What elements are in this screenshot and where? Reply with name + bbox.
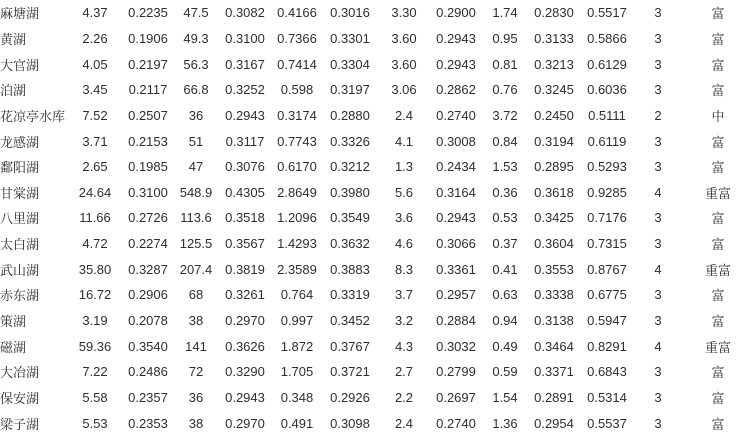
value-cell: 0.2434 (436, 159, 476, 175)
value-cell: 1.36 (492, 415, 518, 431)
value-cell: 125.5 (179, 236, 213, 252)
value-cell: 4.37 (82, 5, 108, 21)
lake-name-cell: 梁子湖 (0, 416, 40, 432)
value-cell: 5.6 (394, 184, 414, 200)
value-cell: 0.3452 (330, 313, 370, 328)
lake-name-cell: 八里湖 (0, 211, 40, 227)
value-cell: 0.36 (492, 184, 518, 200)
value-cell: 3.60 (391, 56, 417, 72)
value-cell: 3 (654, 56, 662, 72)
value-cell: 0.3980 (330, 184, 370, 200)
value-cell: 0.2954 (534, 415, 574, 431)
value-cell: 4 (654, 184, 662, 200)
value-cell: 0.7315 (587, 236, 627, 252)
value-cell: 66.8 (183, 82, 209, 98)
value-cell: 0.3326 (330, 133, 370, 149)
value-cell: 0.2880 (330, 107, 370, 123)
value-cell: 0.997 (280, 313, 314, 328)
value-cell: 0.3464 (534, 338, 574, 354)
value-cell: 0.84 (492, 133, 518, 149)
table-row (0, 154, 754, 180)
value-cell: 0.2957 (436, 287, 476, 303)
value-cell: 0.3767 (330, 338, 370, 354)
lake-name-cell: 黄湖 (0, 31, 27, 47)
value-cell: 3 (654, 313, 662, 328)
value-cell: 3.06 (391, 82, 417, 98)
value-cell: 0.3361 (436, 261, 476, 277)
table-row (0, 103, 754, 129)
grade-cell: 富 (711, 237, 725, 253)
value-cell: 0.5293 (587, 159, 627, 175)
table-row (0, 231, 754, 257)
value-cell: 0.3549 (330, 210, 370, 226)
grade-cell: 中 (711, 108, 725, 124)
table-row (0, 359, 754, 385)
value-cell: 0.3133 (534, 30, 574, 46)
table-row (0, 0, 754, 26)
value-cell: 0.2740 (436, 415, 476, 431)
value-cell: 0.6036 (587, 82, 627, 98)
value-cell: 59.36 (78, 338, 112, 354)
value-cell: 0.5314 (587, 389, 627, 405)
value-cell: 0.3245 (534, 82, 574, 98)
value-cell: 4.3 (394, 338, 414, 354)
value-cell: 0.5947 (587, 313, 627, 328)
value-cell: 68 (188, 287, 204, 303)
value-cell: 0.2697 (436, 389, 476, 405)
value-cell: 0.3883 (330, 261, 370, 277)
value-cell: 0.2726 (128, 210, 168, 226)
value-cell: 0.3194 (534, 133, 574, 149)
value-cell: 3 (654, 30, 662, 46)
value-cell: 4.05 (82, 56, 108, 72)
value-cell: 0.2943 (436, 210, 476, 226)
grade-cell: 富 (711, 314, 725, 329)
value-cell: 2.4 (394, 107, 414, 123)
value-cell: 47.5 (183, 5, 209, 21)
grade-cell: 重富 (704, 339, 731, 355)
value-cell: 4 (654, 338, 662, 354)
value-cell: 0.2884 (436, 313, 476, 328)
value-cell: 0.3319 (330, 287, 370, 303)
value-cell: 38 (188, 415, 204, 431)
value-cell: 0.1906 (128, 30, 168, 46)
value-cell: 0.3197 (330, 82, 370, 98)
value-cell: 4.1 (394, 133, 414, 149)
grade-cell: 富 (711, 57, 725, 73)
value-cell: 0.3304 (330, 56, 370, 72)
value-cell: 0.2078 (128, 313, 168, 328)
value-cell: 3 (654, 415, 662, 431)
lake-name-cell: 鄱阳湖 (0, 160, 40, 176)
value-cell: 0.3117 (225, 133, 265, 149)
grade-cell: 富 (711, 390, 725, 406)
value-cell: 0.2799 (436, 364, 476, 380)
value-cell: 0.3100 (128, 184, 168, 200)
value-cell: 3 (654, 5, 662, 21)
lake-name-cell: 大冶湖 (0, 365, 40, 381)
value-cell: 3.60 (391, 30, 417, 46)
value-cell: 36 (188, 107, 204, 123)
value-cell: 0.2197 (128, 56, 168, 72)
value-cell: 0.3618 (534, 184, 574, 200)
value-cell: 47 (188, 159, 204, 175)
value-cell: 0.2740 (436, 107, 476, 123)
value-cell: 0.3082 (225, 5, 265, 21)
lake-name-cell: 保安湖 (0, 390, 40, 406)
value-cell: 0.5866 (587, 30, 627, 46)
value-cell: 4.72 (82, 236, 108, 252)
value-cell: 0.7414 (277, 56, 317, 72)
value-cell: 0.3553 (534, 261, 574, 277)
lake-name-cell: 泊湖 (0, 83, 27, 99)
value-cell: 1.3 (394, 159, 414, 175)
value-cell: 3 (654, 159, 662, 175)
value-cell: 49.3 (183, 30, 209, 46)
value-cell: 3.72 (492, 107, 518, 123)
value-cell: 0.81 (492, 56, 518, 72)
value-cell: 0.3567 (225, 236, 265, 252)
value-cell: 1.872 (280, 338, 314, 354)
value-cell: 1.53 (492, 159, 518, 175)
value-cell: 0.764 (280, 287, 314, 303)
value-cell: 0.3371 (534, 364, 574, 380)
value-cell: 3.71 (82, 133, 108, 149)
table-row (0, 333, 754, 359)
value-cell: 3 (654, 82, 662, 98)
value-cell: 1.2096 (277, 210, 317, 226)
value-cell: 0.3252 (225, 82, 265, 98)
value-cell: 0.3721 (330, 364, 370, 380)
value-cell: 0.2970 (225, 415, 265, 431)
grade-cell: 富 (711, 134, 725, 150)
value-cell: 2.2 (394, 389, 414, 405)
value-cell: 72 (188, 364, 204, 380)
table-row (0, 385, 754, 411)
value-cell: 0.2507 (128, 107, 168, 123)
value-cell: 0.3425 (534, 210, 574, 226)
value-cell: 0.3301 (330, 30, 370, 46)
value-cell: 51 (188, 133, 204, 149)
value-cell: 0.2943 (225, 389, 265, 405)
lake-name-cell: 赤东湖 (0, 288, 40, 304)
value-cell: 0.95 (492, 30, 518, 46)
value-cell: 0.2900 (436, 5, 476, 21)
value-cell: 0.3167 (225, 56, 265, 72)
value-cell: 0.598 (280, 82, 314, 98)
value-cell: 3 (654, 364, 662, 380)
value-cell: 0.3338 (534, 287, 574, 303)
value-cell: 3 (654, 133, 662, 149)
value-cell: 141 (185, 338, 207, 354)
value-cell: 0.6775 (587, 287, 627, 303)
value-cell: 3.6 (394, 210, 414, 226)
value-cell: 56.3 (183, 56, 209, 72)
value-cell: 0.3098 (330, 415, 370, 431)
value-cell: 0.3164 (436, 184, 476, 200)
value-cell: 2 (654, 107, 662, 123)
value-cell: 0.6129 (587, 56, 627, 72)
table-row (0, 179, 754, 205)
grade-cell: 富 (711, 160, 725, 176)
value-cell: 0.4166 (277, 5, 317, 21)
value-cell: 8.3 (394, 261, 414, 277)
value-cell: 0.2353 (128, 415, 168, 431)
lake-name-cell: 武山湖 (0, 262, 40, 278)
value-cell: 7.22 (82, 364, 108, 380)
value-cell: 2.26 (82, 30, 108, 46)
value-cell: 1.705 (280, 364, 314, 380)
value-cell: 0.3032 (436, 338, 476, 354)
value-cell: 0.3008 (436, 133, 476, 149)
value-cell: 0.2450 (534, 107, 574, 123)
lake-name-cell: 甘棠湖 (0, 185, 40, 201)
value-cell: 5.53 (82, 415, 108, 431)
value-cell: 0.7176 (587, 210, 627, 226)
lake-name-cell: 磁湖 (0, 339, 27, 355)
lake-name-cell: 策湖 (0, 314, 27, 329)
table-row (0, 256, 754, 282)
table-row (0, 410, 754, 436)
value-cell: 0.2117 (128, 82, 168, 98)
value-cell: 3 (654, 236, 662, 252)
value-cell: 0.8291 (587, 338, 627, 354)
grade-cell: 重富 (704, 185, 731, 201)
table-row (0, 205, 754, 231)
value-cell: 0.2235 (128, 5, 168, 21)
value-cell: 0.6119 (587, 133, 627, 149)
value-cell: 0.2970 (225, 313, 265, 328)
value-cell: 0.2906 (128, 287, 168, 303)
value-cell: 0.94 (492, 313, 518, 328)
value-cell: 0.59 (492, 364, 518, 380)
value-cell: 113.6 (180, 210, 212, 226)
value-cell: 0.3290 (225, 364, 265, 380)
value-cell: 548.9 (179, 184, 213, 200)
value-cell: 0.2891 (534, 389, 574, 405)
value-cell: 0.6170 (277, 159, 317, 175)
value-cell: 1.4293 (277, 236, 317, 252)
value-cell: 2.8649 (277, 184, 317, 200)
grade-cell: 富 (711, 83, 725, 99)
value-cell: 0.63 (492, 287, 518, 303)
value-cell: 0.6843 (587, 364, 627, 380)
value-cell: 0.3604 (534, 236, 574, 252)
value-cell: 0.5111 (588, 107, 626, 123)
grade-cell: 重富 (704, 262, 731, 278)
value-cell: 5.58 (82, 389, 108, 405)
value-cell: 0.5517 (587, 5, 627, 21)
grade-cell: 富 (711, 6, 725, 22)
value-cell: 38 (188, 313, 204, 328)
value-cell: 11.66 (79, 210, 111, 226)
value-cell: 0.7743 (277, 133, 317, 149)
value-cell: 0.2895 (534, 159, 574, 175)
value-cell: 0.9285 (587, 184, 627, 200)
value-cell: 4 (654, 261, 662, 277)
value-cell: 0.2926 (330, 389, 370, 405)
value-cell: 0.76 (492, 82, 518, 98)
value-cell: 2.65 (82, 159, 108, 175)
value-cell: 0.1985 (128, 159, 168, 175)
value-cell: 2.4 (394, 415, 414, 431)
value-cell: 1.74 (492, 5, 518, 21)
grade-cell: 富 (711, 211, 725, 227)
value-cell: 3 (654, 389, 662, 405)
value-cell: 36 (188, 389, 204, 405)
value-cell: 35.80 (78, 261, 112, 277)
value-cell: 0.3819 (225, 261, 265, 277)
value-cell: 3.2 (394, 313, 414, 328)
value-cell: 0.3212 (330, 159, 370, 175)
value-cell: 0.2943 (225, 107, 265, 123)
value-cell: 0.3138 (534, 313, 574, 328)
value-cell: 0.3287 (128, 261, 168, 277)
value-cell: 0.37 (492, 236, 518, 252)
value-cell: 0.2862 (436, 82, 476, 98)
value-cell: 4.6 (394, 236, 414, 252)
table-row (0, 308, 754, 334)
value-cell: 0.2274 (128, 236, 168, 252)
value-cell: 0.3626 (225, 338, 265, 354)
value-cell: 3.30 (391, 5, 417, 21)
value-cell: 0.5537 (587, 415, 627, 431)
value-cell: 2.3589 (277, 261, 317, 277)
lake-name-cell: 麻塘湖 (0, 6, 40, 22)
value-cell: 0.3540 (128, 338, 168, 354)
value-cell: 0.3066 (436, 236, 476, 252)
value-cell: 3 (654, 210, 662, 226)
value-cell: 3.7 (394, 287, 414, 303)
lake-name-cell: 龙感湖 (0, 134, 40, 150)
value-cell: 0.7366 (277, 30, 317, 46)
value-cell: 0.2486 (128, 364, 168, 380)
value-cell: 0.3174 (277, 107, 317, 123)
lake-name-cell: 太白湖 (0, 237, 40, 253)
value-cell: 16.72 (78, 287, 112, 303)
value-cell: 0.41 (492, 261, 518, 277)
value-cell: 0.348 (280, 389, 314, 405)
table-row (0, 51, 754, 77)
grade-cell: 富 (711, 288, 725, 304)
grade-cell: 富 (711, 365, 725, 381)
value-cell: 2.7 (394, 364, 414, 380)
value-cell: 0.491 (280, 415, 314, 431)
table-row (0, 282, 754, 308)
value-cell: 0.8767 (587, 261, 627, 277)
value-cell: 1.54 (492, 389, 518, 405)
value-cell: 0.3261 (225, 287, 265, 303)
value-cell: 0.2943 (436, 30, 476, 46)
value-cell: 0.3518 (225, 210, 265, 226)
value-cell: 3 (654, 287, 662, 303)
value-cell: 0.2153 (128, 133, 168, 149)
value-cell: 0.3076 (225, 159, 265, 175)
value-cell: 0.3100 (225, 30, 265, 46)
grade-cell: 富 (711, 31, 725, 47)
value-cell: 3.45 (82, 82, 108, 98)
value-cell: 0.53 (492, 210, 518, 226)
value-cell: 0.4305 (225, 184, 265, 200)
value-cell: 3.19 (82, 313, 108, 328)
value-cell: 0.49 (492, 338, 518, 354)
value-cell: 207.4 (179, 261, 213, 277)
value-cell: 0.2943 (436, 56, 476, 72)
value-cell: 0.2830 (534, 5, 574, 21)
table-row (0, 77, 754, 103)
table-row (0, 26, 754, 52)
value-cell: 0.2357 (128, 389, 168, 405)
lake-name-cell: 花凉亭水库 (0, 108, 66, 124)
grade-cell: 富 (711, 416, 725, 432)
value-cell: 7.52 (82, 107, 108, 123)
value-cell: 24.64 (78, 184, 112, 200)
value-cell: 0.3213 (534, 56, 574, 72)
value-cell: 0.3632 (330, 236, 370, 252)
value-cell: 0.3016 (330, 5, 370, 21)
lake-name-cell: 大官湖 (0, 57, 40, 73)
table-row (0, 128, 754, 154)
